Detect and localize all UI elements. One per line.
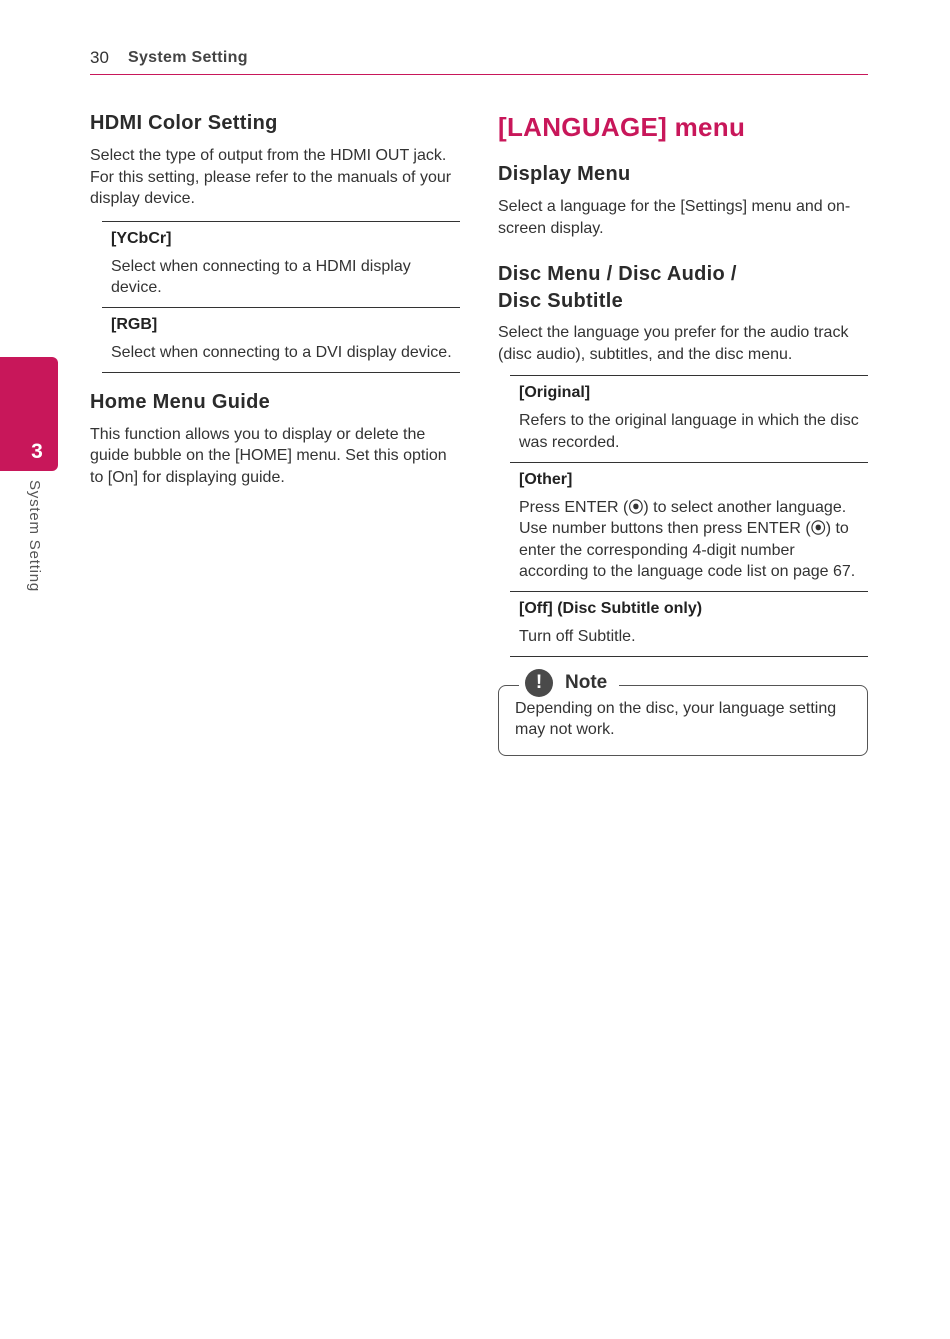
hdmi-color-setting-heading: HDMI Color Setting: [90, 112, 278, 134]
page-header: [90, 48, 868, 75]
chapter-number: 3: [31, 440, 43, 463]
note-header: [519, 669, 619, 697]
option-row: [102, 308, 460, 373]
page-number: 30: [90, 48, 109, 67]
hdmi-options-table: [102, 221, 460, 373]
disc-menu-body: Select the language you prefer for the audio track (disc audio), subtitles, and the disc menu.: [498, 324, 849, 363]
option-description: Refers to the original language in which the disc was recorded.: [519, 412, 859, 451]
option-term: [RGB]: [111, 315, 158, 333]
option-term: [Original]: [519, 384, 591, 402]
enter-button-icon: ⦿: [810, 520, 826, 538]
option-term: [YCbCr]: [111, 229, 172, 247]
option-term: [Other]: [519, 470, 573, 488]
disc-menu-heading-line2: Disc Subtitle: [498, 290, 624, 313]
option-row: [510, 463, 868, 592]
right-column: [498, 112, 868, 756]
option-description: [519, 497, 868, 583]
disc-menu-heading: [498, 261, 868, 315]
option-row: [102, 222, 460, 308]
option-description: Select when connecting to a DVI display device.: [111, 343, 452, 361]
display-menu-body: Select a language for the [Settings] menu and on-screen display.: [498, 198, 851, 237]
note-text: Depending on the disc, your language setting may not work.: [515, 699, 837, 739]
left-column: [90, 112, 460, 488]
exclamation-icon: !: [525, 669, 553, 697]
note-label: Note: [565, 671, 608, 693]
other-desc-part3: ) to enter the corresponding 4-digit number according to the language code list on page 67.: [519, 520, 856, 581]
disc-menu-heading-line1: Disc Menu / Disc Audio /: [498, 263, 737, 286]
option-description: Select when connecting to a HDMI display device.: [111, 257, 411, 297]
option-row: [510, 592, 868, 657]
other-desc-part1: Press ENTER (: [519, 498, 629, 516]
hdmi-color-setting-body: Select the type of output from the HDMI OUT jack. For this setting, please refer to the manuals of your display device.: [90, 147, 452, 208]
enter-button-icon: ⦿: [628, 498, 644, 516]
language-menu-heading: [LANGUAGE] menu: [498, 112, 746, 142]
chapter-label: System Setting: [26, 480, 43, 593]
header-section-title: System Setting: [128, 49, 248, 66]
display-menu-heading: Display Menu: [498, 163, 631, 185]
home-menu-guide-heading: Home Menu Guide: [90, 390, 271, 413]
option-row: [510, 376, 868, 462]
option-term: [Off] (Disc Subtitle only): [519, 599, 703, 617]
other-desc-part2: ) to select another language. Use number buttons then press ENTER (: [519, 498, 847, 538]
home-menu-guide-body: This function allows you to display or delete the guide bubble on the [HOME] menu. Set this option to [On] for displaying guide.: [90, 425, 447, 486]
language-options-table: [510, 375, 868, 656]
option-description: Turn off Subtitle.: [519, 627, 636, 645]
note-box: [498, 671, 868, 756]
